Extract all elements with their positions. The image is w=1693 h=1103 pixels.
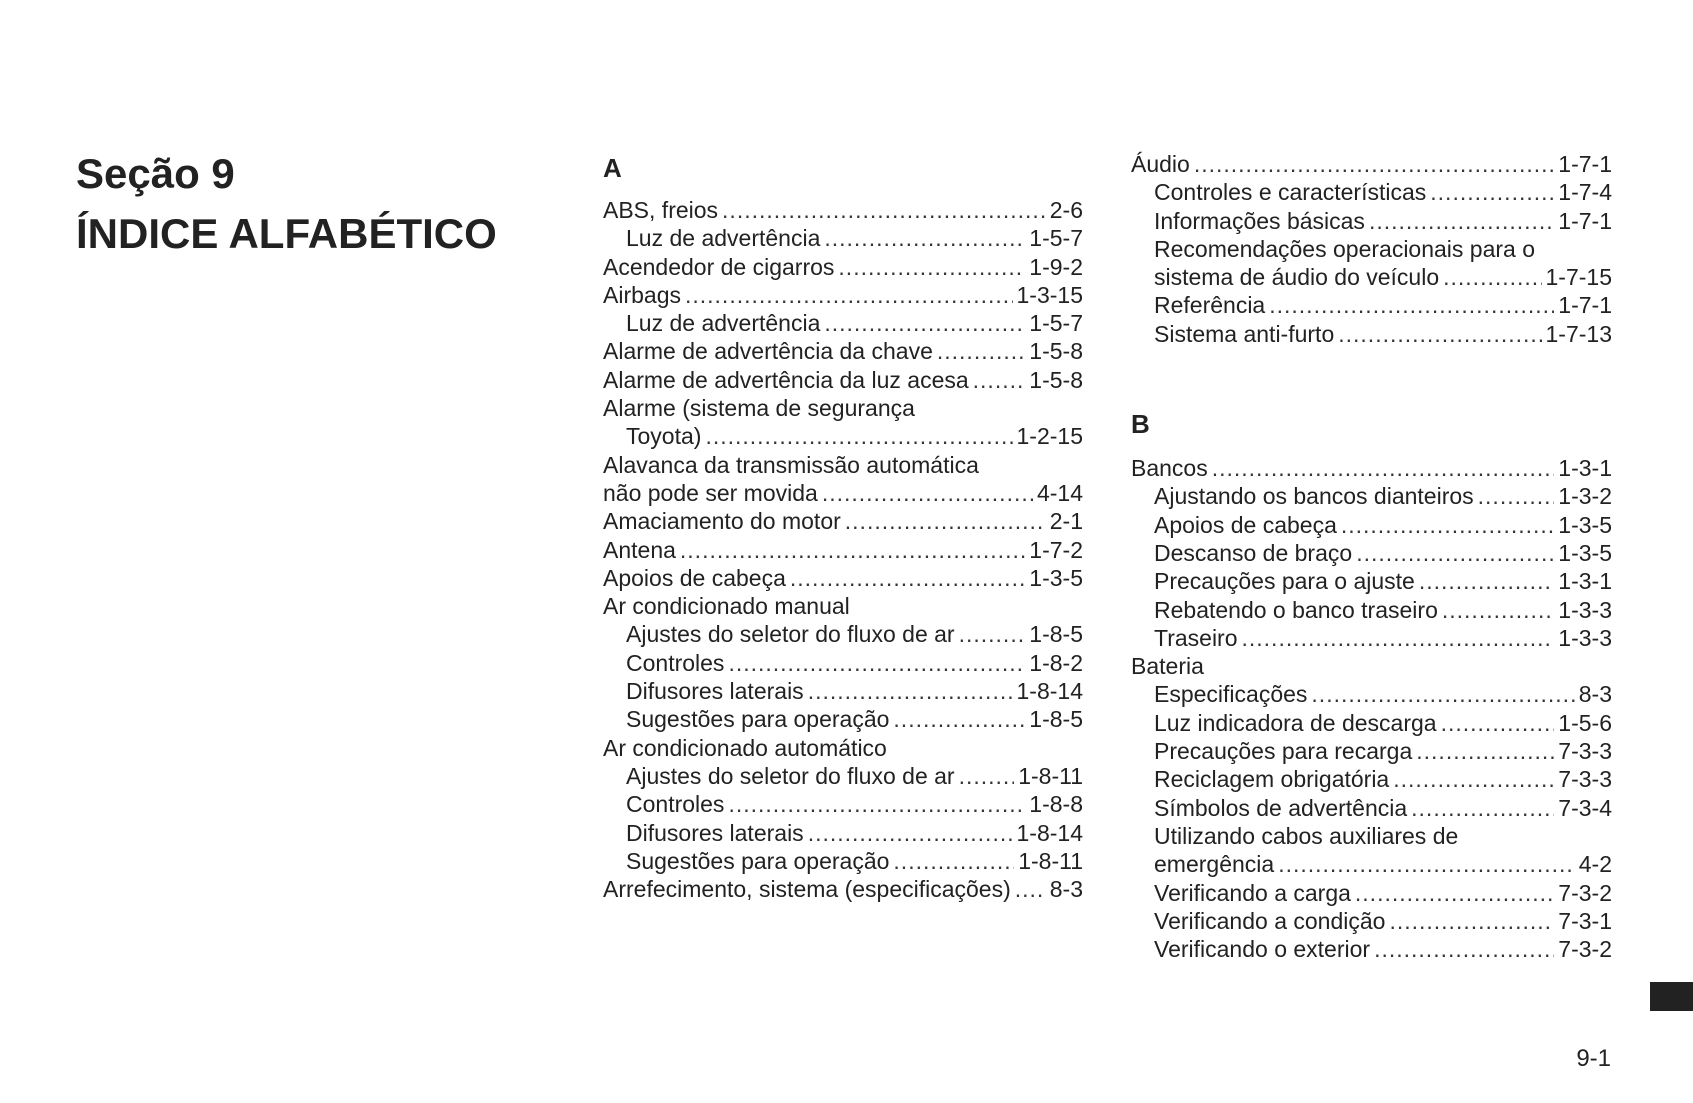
- index-entry: [1131, 737, 1612, 765]
- entry-text: Precauções para recarga: [1154, 738, 1413, 765]
- entry-page: 1-3-15: [1016, 281, 1083, 308]
- entry-text: Luz de advertência: [626, 225, 821, 252]
- index-entry: [603, 677, 1083, 705]
- entry-text: Alavanca da transmissão automática: [603, 451, 979, 478]
- page-number: 9-1: [1576, 1045, 1611, 1072]
- index-entry: [1131, 850, 1612, 878]
- index-list-audio: [1131, 150, 1612, 348]
- entry-page: 1-3-5: [1558, 539, 1612, 566]
- index-entry: [603, 705, 1083, 733]
- index-entry: [603, 422, 1083, 450]
- entry-page: 7-3-2: [1558, 879, 1612, 906]
- dot-leader: [824, 224, 1025, 252]
- section-title: ÍNDICE ALFABÉTICO: [76, 210, 497, 258]
- entry-text: Verificando o exterior: [1154, 936, 1371, 963]
- entry-page: 1-3-3: [1558, 624, 1612, 651]
- dot-leader: [680, 536, 1025, 564]
- entry-text: Símbolos de advertência: [1154, 794, 1408, 821]
- dot-leader: [1212, 454, 1555, 482]
- entry-text: Reciclagem obrigatória: [1154, 766, 1390, 793]
- index-entry: [1131, 235, 1612, 263]
- entry-text: Antena: [603, 536, 676, 563]
- entry-text: Ajustes do seletor do fluxo de ar: [626, 762, 955, 789]
- entry-text: Luz indicadora de descarga: [1154, 709, 1437, 736]
- index-entry: [1131, 291, 1612, 319]
- index-entry: [1131, 879, 1612, 907]
- entry-page: 1-7-13: [1545, 320, 1612, 347]
- entry-text: Traseiro: [1154, 624, 1238, 651]
- dot-leader: [1015, 875, 1046, 903]
- index-entry: [1131, 150, 1612, 178]
- section-heading: [76, 150, 497, 259]
- index-entry: [1131, 652, 1612, 680]
- dot-leader: [1441, 709, 1555, 737]
- dot-leader: [685, 281, 1013, 309]
- dot-leader: [1355, 879, 1554, 907]
- entry-page: 1-8-8: [1029, 791, 1083, 818]
- dot-leader: [1311, 680, 1574, 708]
- dot-leader: [1338, 320, 1541, 348]
- entry-text: Sistema anti-furto: [1154, 320, 1335, 347]
- entry-text: Alarme (sistema de segurança: [603, 395, 915, 422]
- dot-leader: [937, 337, 1025, 365]
- entry-page: 1-7-1: [1558, 292, 1612, 319]
- entry-page: 1-8-14: [1016, 678, 1083, 705]
- entry-page: 1-5-8: [1029, 338, 1083, 365]
- dot-leader: [959, 762, 1015, 790]
- entry-text: Controles: [626, 791, 725, 818]
- dot-leader: [1389, 907, 1554, 935]
- dot-leader: [959, 620, 1026, 648]
- index-entry: [603, 366, 1083, 394]
- entry-text: Ar condicionado manual: [603, 593, 850, 620]
- entry-page: 7-3-1: [1558, 907, 1612, 934]
- entry-text: Bancos: [1131, 455, 1208, 482]
- dot-leader: [1442, 596, 1554, 624]
- entry-text: ABS, freios: [603, 197, 719, 223]
- entry-page: 8-3: [1578, 681, 1612, 708]
- index-entry: [1131, 511, 1612, 539]
- index-entry: [603, 451, 1083, 479]
- entry-text: Difusores laterais: [626, 819, 804, 846]
- entry-text: Descanso de braço: [1154, 539, 1353, 566]
- index-list-a: [603, 196, 1083, 903]
- dot-leader: [1443, 263, 1541, 291]
- entry-text: Informações básicas: [1154, 207, 1365, 234]
- entry-text: Especificações: [1154, 681, 1308, 708]
- entry-text: Bateria: [1131, 653, 1204, 680]
- dot-leader: [1369, 207, 1554, 235]
- dot-leader: [808, 819, 1013, 847]
- dot-leader: [838, 253, 1025, 281]
- entry-page: 1-8-2: [1029, 649, 1083, 676]
- entry-page: 1-8-14: [1016, 819, 1083, 846]
- entry-text: Amaciamento do motor: [603, 508, 841, 535]
- entry-page: 1-5-6: [1558, 709, 1612, 736]
- entry-page: 2-6: [1049, 197, 1083, 223]
- entry-page: 1-9-2: [1029, 253, 1083, 280]
- index-entry: [603, 309, 1083, 337]
- entry-text: Alarme de advertência da chave: [603, 338, 933, 365]
- index-entry: [1131, 263, 1612, 291]
- dot-leader: [1478, 482, 1555, 510]
- entry-page: 7-3-3: [1558, 766, 1612, 793]
- index-entry: [603, 536, 1083, 564]
- dot-leader: [893, 705, 1025, 733]
- index-entry: [603, 507, 1083, 535]
- index-entry: [1131, 765, 1612, 793]
- dot-leader: [1356, 539, 1554, 567]
- dot-leader: [1430, 178, 1554, 206]
- index-entry: [603, 196, 1083, 224]
- dot-leader: [728, 649, 1025, 677]
- entry-page: 1-7-15: [1545, 264, 1612, 291]
- dot-leader: [1393, 765, 1554, 793]
- index-entry: [603, 281, 1083, 309]
- index-entry: [603, 564, 1083, 592]
- index-entry: [603, 479, 1083, 507]
- index-column-b: [1131, 150, 1612, 963]
- entry-page: 1-5-8: [1029, 366, 1083, 393]
- index-entry: [603, 762, 1083, 790]
- entry-text: Precauções para o ajuste: [1154, 568, 1415, 595]
- entry-text: Luz de advertência: [626, 310, 821, 337]
- entry-text: Sugestões para operação: [626, 847, 890, 874]
- index-entry: [603, 734, 1083, 762]
- entry-page: 1-5-7: [1029, 225, 1083, 252]
- entry-text: Ajustando os bancos dianteiros: [1154, 483, 1474, 510]
- index-entry: [1131, 567, 1612, 595]
- index-entry: [1131, 207, 1612, 235]
- entry-page: 7-3-3: [1558, 738, 1612, 765]
- index-entry: [1131, 680, 1612, 708]
- dot-leader: [822, 479, 1033, 507]
- dot-leader: [1374, 935, 1554, 963]
- entry-text: Ajustes do seletor do fluxo de ar: [626, 621, 955, 648]
- dot-leader: [1269, 291, 1554, 319]
- entry-text: Ar condicionado automático: [603, 734, 887, 761]
- dot-leader: [1194, 150, 1554, 178]
- entry-page: 8-3: [1049, 876, 1083, 903]
- index-entry: [1131, 907, 1612, 935]
- entry-page: 1-5-7: [1029, 310, 1083, 337]
- dot-leader: [790, 564, 1025, 592]
- dot-leader: [728, 790, 1025, 818]
- dot-leader: [1419, 567, 1554, 595]
- index-entry: [1131, 539, 1612, 567]
- dot-leader: [808, 677, 1013, 705]
- index-entry: [603, 592, 1083, 620]
- entry-page: 1-8-11: [1018, 847, 1083, 874]
- entry-text: Airbags: [603, 281, 681, 308]
- letter-heading-a: A: [603, 153, 622, 183]
- index-entry: [1131, 454, 1612, 482]
- entry-text: Utilizando cabos auxiliares de: [1154, 822, 1459, 849]
- index-list-b: [1131, 454, 1612, 963]
- entry-text: Acendedor de cigarros: [603, 253, 835, 280]
- entry-text: Controles: [626, 649, 725, 676]
- index-entry: [603, 394, 1083, 422]
- index-entry: [1131, 935, 1612, 963]
- entry-page: 4-14: [1036, 479, 1083, 506]
- entry-page: 1-7-1: [1558, 207, 1612, 234]
- index-entry: [1131, 822, 1612, 850]
- entry-page: 1-8-5: [1029, 706, 1083, 733]
- entry-text: sistema de áudio do veículo: [1154, 264, 1440, 291]
- index-entry: [1131, 482, 1612, 510]
- index-entry: [1131, 178, 1612, 206]
- entry-text: Recomendações operacionais para o: [1154, 235, 1536, 262]
- entry-text: Difusores laterais: [626, 678, 804, 705]
- entry-text: Toyota): [626, 423, 702, 450]
- section-label: Seção 9: [76, 150, 235, 197]
- entry-page: 4-2: [1578, 851, 1612, 878]
- entry-page: 1-3-1: [1558, 455, 1612, 482]
- section-tab-marker: [1650, 982, 1693, 1011]
- entry-page: 7-3-4: [1558, 794, 1612, 821]
- entry-text: Áudio: [1131, 151, 1190, 177]
- entry-page: 1-3-2: [1558, 483, 1612, 510]
- dot-leader: [845, 507, 1046, 535]
- entry-page: 1-3-5: [1029, 564, 1083, 591]
- index-entry: [1131, 709, 1612, 737]
- index-entry: [1131, 596, 1612, 624]
- dot-leader: [824, 309, 1025, 337]
- entry-page: 2-1: [1049, 508, 1083, 535]
- index-entry: [603, 790, 1083, 818]
- index-entry: [603, 875, 1083, 903]
- index-entry: [603, 253, 1083, 281]
- entry-page: 7-3-2: [1558, 936, 1612, 963]
- dot-leader: [893, 847, 1014, 875]
- dot-leader: [1242, 624, 1555, 652]
- index-entry: [603, 847, 1083, 875]
- entry-text: Verificando a carga: [1154, 879, 1351, 906]
- index-entry: [603, 649, 1083, 677]
- entry-text: Controles e características: [1154, 179, 1427, 206]
- entry-text: Rebatendo o banco traseiro: [1154, 596, 1438, 623]
- index-entry: [603, 620, 1083, 648]
- entry-text: Alarme de advertência da luz acesa: [603, 366, 969, 393]
- entry-text: Verificando a condição: [1154, 907, 1386, 934]
- entry-page: 1-7-1: [1558, 151, 1612, 177]
- entry-text: Apoios de cabeça: [603, 564, 786, 591]
- index-entry: [603, 337, 1083, 365]
- entry-text: Referência: [1154, 292, 1266, 319]
- index-entry: [603, 819, 1083, 847]
- entry-text: não pode ser movida: [603, 479, 818, 506]
- index-entry: [1131, 794, 1612, 822]
- index-entry: [1131, 320, 1612, 348]
- entry-page: 1-8-11: [1018, 762, 1083, 789]
- entry-text: emergência: [1154, 851, 1275, 878]
- dot-leader: [1341, 511, 1554, 539]
- entry-page: 1-3-3: [1558, 596, 1612, 623]
- letter-heading-b: B: [1131, 409, 1150, 440]
- entry-page: 1-2-15: [1016, 423, 1083, 450]
- entry-page: 1-3-1: [1558, 568, 1612, 595]
- dot-leader: [1411, 794, 1554, 822]
- entry-page: 1-3-5: [1558, 511, 1612, 538]
- entry-page: 1-8-5: [1029, 621, 1083, 648]
- entry-text: Arrefecimento, sistema (especificações): [603, 876, 1011, 903]
- index-entry: [603, 224, 1083, 252]
- entry-text: Apoios de cabeça: [1154, 511, 1337, 538]
- dot-leader: [705, 422, 1012, 450]
- index-column-a: [603, 150, 1083, 903]
- dot-leader: [973, 366, 1026, 394]
- entry-text: Sugestões para operação: [626, 706, 890, 733]
- dot-leader: [1278, 850, 1575, 878]
- entry-page: 1-7-4: [1558, 179, 1612, 206]
- index-entry: [1131, 624, 1612, 652]
- entry-page: 1-7-2: [1029, 536, 1083, 563]
- dot-leader: [722, 196, 1046, 224]
- dot-leader: [1416, 737, 1554, 765]
